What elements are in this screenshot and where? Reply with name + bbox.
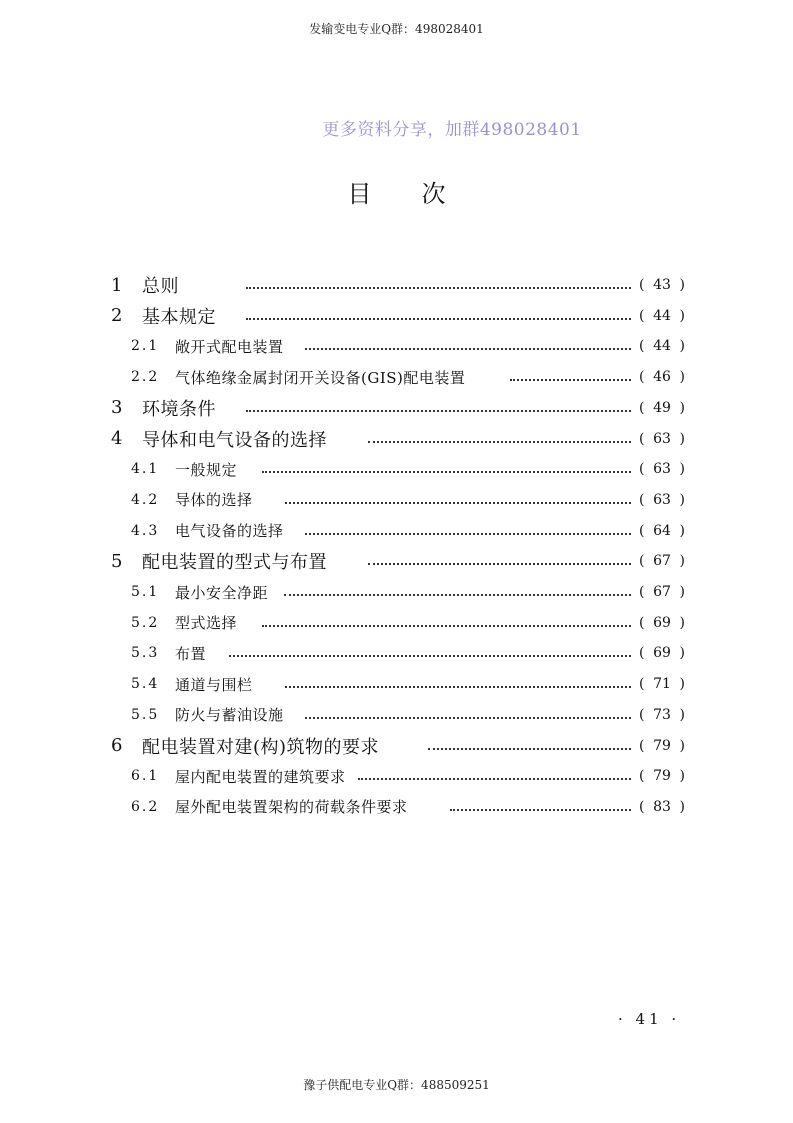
toc-entry-title: 气体绝缘金属封闭开关设备(GIS)配电装置 bbox=[175, 368, 466, 387]
toc-entry[interactable] bbox=[0, 638, 793, 668]
toc-entry[interactable] bbox=[0, 454, 793, 484]
toc-entry-page: ( 44 ) bbox=[639, 307, 685, 324]
toc-entry-number: 5.4 bbox=[131, 676, 160, 693]
toc-entry-page-number: 63 bbox=[653, 461, 671, 478]
toc-entry-page-number: 71 bbox=[653, 676, 671, 693]
toc-entry[interactable] bbox=[0, 485, 793, 515]
toc-entry-number: 6.1 bbox=[131, 768, 160, 785]
toc-entry-title: 型式选择 bbox=[175, 614, 238, 633]
toc-entry-number: 5.1 bbox=[131, 584, 160, 600]
toc-entry[interactable] bbox=[0, 424, 793, 454]
toc-entry[interactable] bbox=[0, 546, 793, 576]
dot-leader bbox=[284, 594, 631, 596]
toc-entry-page-number: 73 bbox=[653, 706, 671, 723]
toc-entry-page-number: 64 bbox=[653, 522, 671, 539]
footer-group-note: 豫子供配电专业Q群：488509251 bbox=[303, 1078, 490, 1092]
toc-entry-page: ( 69 ) bbox=[639, 614, 685, 631]
toc-entry-title: 基本规定 bbox=[142, 306, 216, 328]
toc-entry-page: ( 63 ) bbox=[639, 430, 685, 447]
toc-entry-page-number: 67 bbox=[653, 584, 671, 600]
dot-leader bbox=[305, 533, 631, 535]
toc-entry-page-number: 79 bbox=[653, 737, 671, 754]
dot-leader bbox=[428, 748, 631, 750]
toc-entry-number: 2.1 bbox=[131, 338, 160, 355]
dot-leader bbox=[510, 379, 631, 381]
dot-leader bbox=[305, 717, 631, 719]
toc-entry[interactable] bbox=[0, 792, 793, 822]
dot-leader bbox=[368, 563, 631, 565]
toc-entry[interactable] bbox=[0, 731, 793, 761]
toc-entry-number: 2 bbox=[111, 305, 123, 327]
toc-entry-page-number: 83 bbox=[653, 798, 671, 815]
toc-entry-title: 屋外配电装置架构的荷载条件要求 bbox=[175, 798, 408, 817]
toc-entry[interactable] bbox=[0, 761, 793, 791]
toc-entry-number: 4.1 bbox=[131, 461, 160, 478]
toc-entry[interactable] bbox=[0, 301, 793, 331]
dot-leader bbox=[262, 625, 631, 627]
dot-leader bbox=[246, 410, 631, 412]
toc-entry-number: 4.3 bbox=[131, 522, 160, 539]
page-title bbox=[0, 174, 793, 209]
title-char-2: 次 bbox=[421, 180, 446, 208]
toc-entry-number: 5 bbox=[111, 550, 123, 572]
toc-entry-title: 导体的选择 bbox=[175, 491, 253, 510]
toc-entry-title: 布置 bbox=[175, 644, 207, 663]
dot-leader bbox=[246, 318, 631, 320]
toc-entry-page: ( 67 ) bbox=[639, 553, 685, 570]
toc-entry-page: ( 79 ) bbox=[639, 737, 685, 754]
toc-entry-title: 敞开式配电装置 bbox=[175, 337, 284, 356]
dot-leader bbox=[358, 778, 631, 780]
dot-leader bbox=[262, 471, 631, 473]
dot-leader bbox=[305, 348, 631, 350]
toc-entry-page: ( 83 ) bbox=[639, 798, 685, 815]
toc-entry-page: ( 67 ) bbox=[639, 584, 685, 600]
toc-entry[interactable] bbox=[0, 577, 793, 607]
toc-entry[interactable] bbox=[0, 669, 793, 699]
toc-entry-page-number: 69 bbox=[653, 645, 671, 662]
toc-entry-title: 一般规定 bbox=[175, 460, 238, 479]
toc-entry-title: 屋内配电装置的建筑要求 bbox=[175, 767, 346, 786]
toc-entry-title: 电气设备的选择 bbox=[175, 522, 284, 541]
toc-entry-number: 5.2 bbox=[131, 614, 160, 631]
dot-leader bbox=[246, 287, 631, 289]
toc-entry-number: 1 bbox=[111, 274, 123, 296]
watermark-text: 更多资料分享，加群498028401 bbox=[322, 120, 582, 140]
dot-leader bbox=[368, 441, 631, 443]
toc-entry-page: ( 44 ) bbox=[639, 338, 685, 355]
toc-entry-page: ( 63 ) bbox=[639, 461, 685, 478]
toc-entry-title: 环境条件 bbox=[142, 398, 216, 420]
toc-entry-number: 5.5 bbox=[131, 706, 160, 723]
toc-entry-page: ( 79 ) bbox=[639, 768, 685, 785]
dot-leader bbox=[285, 502, 631, 504]
toc-entry-page-number: 63 bbox=[653, 430, 671, 447]
toc-entry-page-number: 43 bbox=[653, 277, 671, 293]
toc-entry[interactable] bbox=[0, 362, 793, 392]
dot-leader bbox=[229, 655, 631, 657]
toc-entry-number: 2.2 bbox=[131, 369, 160, 386]
toc-entry-page: ( 43 ) bbox=[639, 277, 685, 293]
toc-entry-title: 配电装置对建(构)筑物的要求 bbox=[142, 736, 380, 758]
toc-entry-page: ( 71 ) bbox=[639, 676, 685, 693]
dot-leader bbox=[450, 809, 631, 811]
dot-leader bbox=[285, 686, 631, 688]
toc-entry-page-number: 44 bbox=[653, 307, 671, 324]
toc-entry-number: 6.2 bbox=[131, 798, 160, 815]
toc-entry-page-number: 79 bbox=[653, 768, 671, 785]
toc-entry-page-number: 69 bbox=[653, 614, 671, 631]
toc-entry-number: 3 bbox=[111, 397, 123, 419]
toc-entry-page-number: 63 bbox=[653, 491, 671, 508]
toc-entry[interactable] bbox=[0, 270, 793, 300]
toc-entry-page: ( 46 ) bbox=[639, 369, 685, 386]
toc-entry[interactable] bbox=[0, 608, 793, 638]
toc-entry[interactable] bbox=[0, 700, 793, 730]
toc-entry-page-number: 67 bbox=[653, 553, 671, 570]
toc-entry[interactable] bbox=[0, 331, 793, 361]
toc-entry-title: 通道与围栏 bbox=[175, 675, 253, 694]
toc-entry-page: ( 49 ) bbox=[639, 399, 685, 416]
toc-entry-number: 5.3 bbox=[131, 645, 160, 662]
toc-entry-page: ( 69 ) bbox=[639, 645, 685, 662]
toc-entry-title: 导体和电气设备的选择 bbox=[142, 429, 327, 451]
toc-entry[interactable] bbox=[0, 393, 793, 423]
toc-entry-page: ( 73 ) bbox=[639, 706, 685, 723]
header-group-note: 发输变电专业Q群：498028401 bbox=[309, 22, 484, 36]
toc-entry-title: 总则 bbox=[142, 276, 179, 297]
toc-entry-page: ( 63 ) bbox=[639, 491, 685, 508]
toc-entry-page: ( 64 ) bbox=[639, 522, 685, 539]
toc-entry[interactable] bbox=[0, 516, 793, 546]
toc-entry-title: 最小安全净距 bbox=[175, 583, 269, 602]
toc-entry-page-number: 49 bbox=[653, 399, 671, 416]
toc-entry-title: 防火与蓄油设施 bbox=[175, 706, 284, 725]
toc-entry-number: 4 bbox=[111, 428, 123, 449]
toc-entry-number: 6 bbox=[111, 735, 123, 756]
toc-entry-page-number: 44 bbox=[653, 338, 671, 355]
title-char-1: 目 bbox=[347, 180, 372, 208]
toc-entry-title: 配电装置的型式与布置 bbox=[142, 552, 327, 574]
toc-entry-page-number: 46 bbox=[653, 369, 671, 386]
toc-entry-number: 4.2 bbox=[131, 491, 160, 508]
page-number: · 41 · bbox=[618, 1010, 681, 1028]
